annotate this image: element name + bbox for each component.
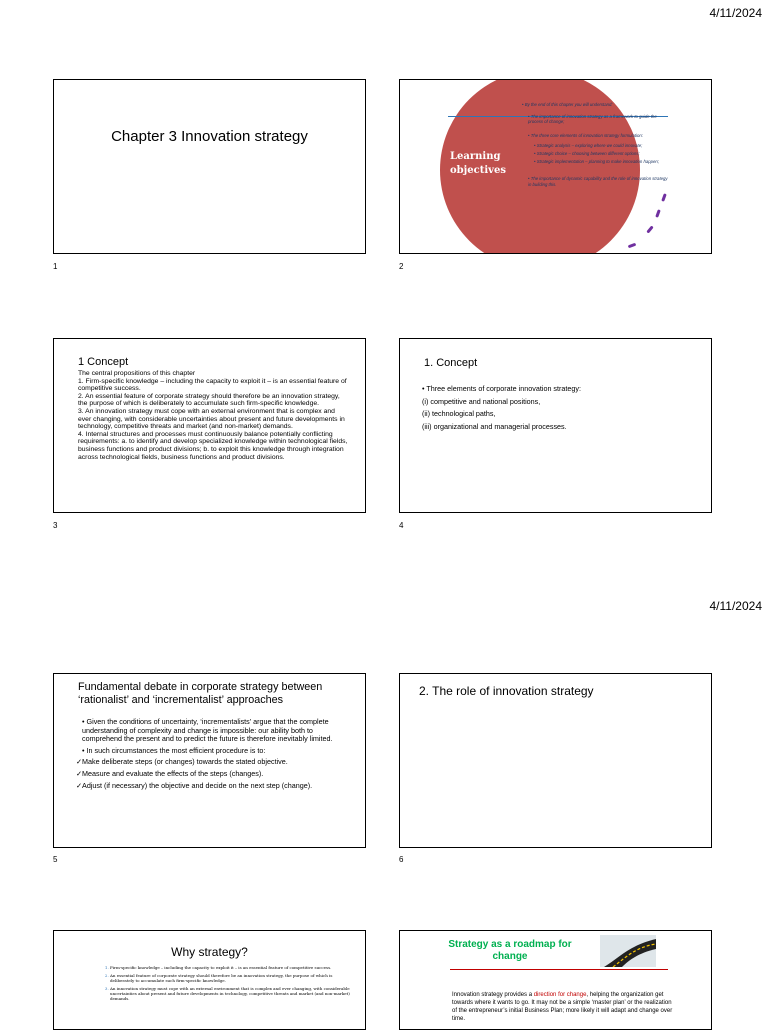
slide-3-concept[interactable] — [53, 338, 366, 513]
slide-line: • Three elements of corporate innovation strategy: — [422, 384, 581, 393]
slide-2-learning-objectives[interactable] — [399, 79, 712, 254]
objective-item: The three core elements of innovation strategy formulation: — [530, 132, 643, 138]
slide-line: ✓Make deliberate steps (or changes) towards the stated objective. — [76, 757, 288, 767]
slide-1-title[interactable] — [53, 79, 366, 254]
page-date: 4/11/2024 — [709, 6, 762, 20]
list-item: 1. Firm-specific knowledge – including the capacity to exploit it – is an essential feature of competitive success. — [110, 965, 351, 970]
slide-8-roadmap[interactable] — [399, 930, 712, 1030]
slide-number: 3 — [53, 521, 58, 530]
objective-item: The importance of innovation strategy as a framework to guide the process of change; — [528, 113, 657, 125]
slide-line: • Given the conditions of uncertainty, ‘incrementalists’ argue that the complete understanding of complexity and change is impossible: our ability both to comprehend the present and to predict the future is therefore inevitably limited. — [82, 717, 333, 744]
objectives-list: • By the end of this chapter you will understand: • The importance of innovation strategy as a framework to guide the process of change; • The three core elements of innovation strategy formulation: • Strategic analysis – exploring where we could innovate; • Strategic choice – choosing between different options; • Strategic implementation – planning to make innovation happen; • The importance of dynamic capability and the role of innovation strategy in building this. — [522, 102, 668, 187]
slide-title: Chapter 3 Innovation strategy — [111, 128, 308, 145]
slide-number: 4 — [399, 521, 404, 530]
slide-number: 5 — [53, 855, 58, 864]
slide-line: • In such circumstances the most efficient procedure is to: — [82, 745, 266, 755]
slide-heading: 1 Concept — [78, 356, 129, 368]
highlighted-text: direction for change — [533, 992, 587, 998]
learning-objectives-label: Learning objectives — [450, 151, 506, 176]
slide-7-why-strategy[interactable] — [53, 930, 366, 1030]
slide-line: ✓Measure and evaluate the effects of the steps (changes). — [76, 768, 264, 778]
paragraph-text: , helping the organization get towards where it wants to go. It may not be a simple ‘master plan’ or the realization of the entrepreneur’s initial Business Plan; more likely it will adapt and change over time. — [452, 992, 673, 1022]
slide-line: ✓Adjust (if necessary) the objective and decide on the next step (change). — [76, 780, 313, 790]
slide-paragraph: 2. An essential feature of corporate strategy should therefore be an innovation strategy, the purpose of which is deliberately to accumulate such firm-specific knowledge. — [78, 392, 340, 408]
decorative-dash — [628, 243, 637, 249]
slide-heading: 2. The role of innovation strategy — [419, 684, 594, 698]
slide-paragraph: 3. An innovation strategy must cope with an external environment that is complex and ever changing, with considerable uncertainties about present and future developments in technology, competitive threats and market (and non-market) demands. — [78, 407, 345, 431]
list-item: 2. An essential feature of corporate strategy should therefore be an innovation strategy, the purpose of which is deliberately to accumulate such firm-specific knowledge. — [110, 973, 351, 983]
slide-heading: Why strategy? — [171, 945, 248, 959]
slide-number: 6 — [399, 855, 404, 864]
slide-paragraph: 1. Firm-specific knowledge – including the capacity to exploit it – is an essential feature of competitive success. — [78, 377, 347, 393]
objective-subitem: Strategic choice – choosing between different options; — [536, 150, 640, 156]
slide-4-concept[interactable] — [399, 338, 712, 513]
slide-5-debate[interactable] — [53, 673, 366, 848]
slide-line: (ii) technological paths, — [422, 409, 496, 419]
objectives-intro: By the end of this chapter you will understand: — [524, 102, 613, 107]
paragraph-text: Innovation strategy provides a — [452, 992, 534, 998]
decorative-dash — [646, 225, 653, 233]
slide-paragraph: 4. Internal structures and processes must continuously balance potentially conflicting requirements: a. to identify and develop specialized knowledge within technological fields, business functions and product divisions; b. to exploit this knowledge through integration across technological fields, business functions and product divisions. — [78, 430, 348, 461]
slide-heading: Strategy as a roadmap for change — [448, 939, 572, 962]
objective-subitem: Strategic analysis – exploring where we could innovate; — [536, 143, 643, 149]
decorative-dash — [655, 209, 661, 218]
page-date: 4/11/2024 — [709, 599, 762, 613]
slide-6-role[interactable] — [399, 673, 712, 848]
road-icon — [600, 935, 656, 967]
slide-heading: 1. Concept — [424, 357, 478, 369]
slide-paragraph — [452, 991, 674, 1023]
slide-line: (i) competitive and national positions, — [422, 396, 541, 406]
objective-item: The importance of dynamic capability and the role of innovation strategy in building this. — [528, 176, 668, 187]
slide-line: (iii) organizational and managerial processes. — [422, 421, 567, 431]
slide-heading: Fundamental debate in corporate strategy between ‘rationalist’ and ‘incrementalist’ approaches — [78, 681, 323, 706]
objective-subitem: Strategic implementation – planning to make innovation happen; — [536, 158, 660, 164]
divider-line — [450, 969, 668, 970]
decorative-dash — [661, 193, 667, 202]
slide-paragraph: The central propositions of this chapter — [78, 370, 196, 377]
slide-number: 1 — [53, 262, 58, 271]
slide-number: 2 — [399, 262, 404, 271]
list-item: 3. An innovation strategy must cope with an external environment that is complex and ever changing, with considerable uncertainties about present and future developments in technology, competitive threats and market (and non-market) demands. — [110, 986, 351, 1001]
